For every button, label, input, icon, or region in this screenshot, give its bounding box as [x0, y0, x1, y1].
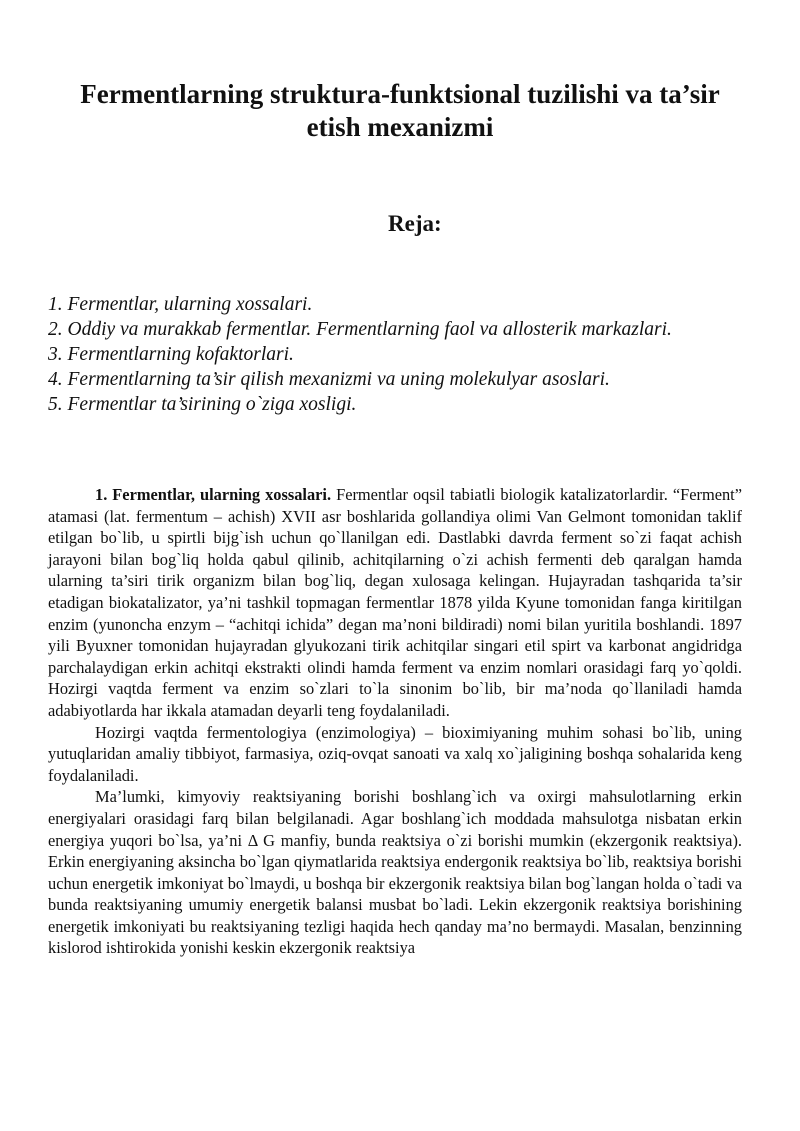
paragraph-1: [48, 484, 742, 722]
document-title: Fermentlarning struktura-funktsional tuzilishi va ta’sir etish mexanizmi: [80, 79, 720, 142]
plan-item-2: 2. Oddiy va murakkab fermentlar. Fermentlarning faol va allosterik markazlari.: [48, 319, 672, 340]
section-1-heading: 1. Fermentlar, ularning xossalari.: [95, 485, 332, 504]
plan-list: [48, 292, 748, 417]
plan-heading: Reja:: [388, 211, 442, 236]
body-text: [48, 484, 742, 959]
plan-item-3: 3. Fermentlarning kofaktorlari.: [48, 344, 294, 365]
paragraph-3: Ma’lumki, kimyoviy reaktsiyaning borishi boshlang`ich va oxirgi mahsulotlarning erkin energiyalari orasidagi farq bilan belgilanadi. Agar boshlang`ich moddada mahsulotga nisbatan erkin energiya yuqori bo`lsa, ya’ni Δ G manfiy, bunda reaktsiya o`zi borishi mumkin (ekzergonik reaktsiya). Erkin energiyaning aksincha bo`lgan qiymatlarida reaktsiya endergonik reaktsiya bo`lib, reaktsiya borishi uchun energetik imkoniyat bo`lmaydi, u boshqa bir ekzergonik reaktsiya bilan bog`langan holda o`tadi va bunda reaktsiyaning umumiy energetik balansi musbat bo`ladi. Lekin ekzergonik reaktsiya borishining energetik imkoniyati bu reaktsiyaning tezligi haqida hech qanday ma’no bermaydi. Masalan, benzinning kislorod ishtirokida yonishi keskin ekzergonik reaktsiya: [48, 787, 742, 958]
plan-item-4: 4. Fermentlarning ta’sir qilish mexanizmi va uning molekulyar asoslari.: [48, 369, 610, 390]
paragraph-1-text: Fermentlar oqsil tabiatli biologik katalizatorlardir. “Ferment” atamasi (lat. fermentum – achish) XVII asr boshlarida gollandiya olimi Van Gelmont tomonidan taklif etilgan bo`lib, u spirtli bijg`ish uchun qo`llanilgan edi. Dastlabki davrda ferment so`zi faqat achish jarayoni bilan bog`liq holda qabul qilinib, achitqilarning o`zi achish fermenti deb qaralgan hamda ularning ta’siri tirik organizm bilan bog`liq, degan xulosaga kelingan. Hujayradan tashqarida ta’sir etadigan biokatalizator, ya’ni tashkil topmagan fermentlar 1878 yilda Kyune tomonidan fanga kiritilgan enzim (yunoncha enzym – “achitqi ichida” degan ma’noni bildiradi) nomi bilan yuritila boshlandi. 1897 yili Byuxner tomonidan hujayradan glyukozani tirik achitqilar singari etil spirt va karbonat angidridga parchalaydigan erkin achitqi ekstrakti olindi hamda ferment va enzim nomlari orasidagi farq yo`qoldi. Hozirgi vaqtda ferment va enzim so`zlari to`la sinonim bo`lib, bir ma’noda qo`llaniladi hamda adabiyotlarda har ikkala atamadan deyarli teng foydalaniladi.: [48, 485, 742, 720]
plan-item-1: 1. Fermentlar, ularning xossalari.: [48, 294, 313, 315]
paragraph-2: Hozirgi vaqtda fermentologiya (enzimologiya) – bioximiyaning muhim sohasi bo`lib, uning yutuqlaridan amaliy tibbiyot, farmasiya, oziq-ovqat sanoati va xalq xo`jaligining boshqa sohalarida keng foydalaniladi.: [48, 722, 742, 785]
plan-item-5: 5. Fermentlar ta’sirining o`ziga xosligi.: [48, 394, 357, 415]
